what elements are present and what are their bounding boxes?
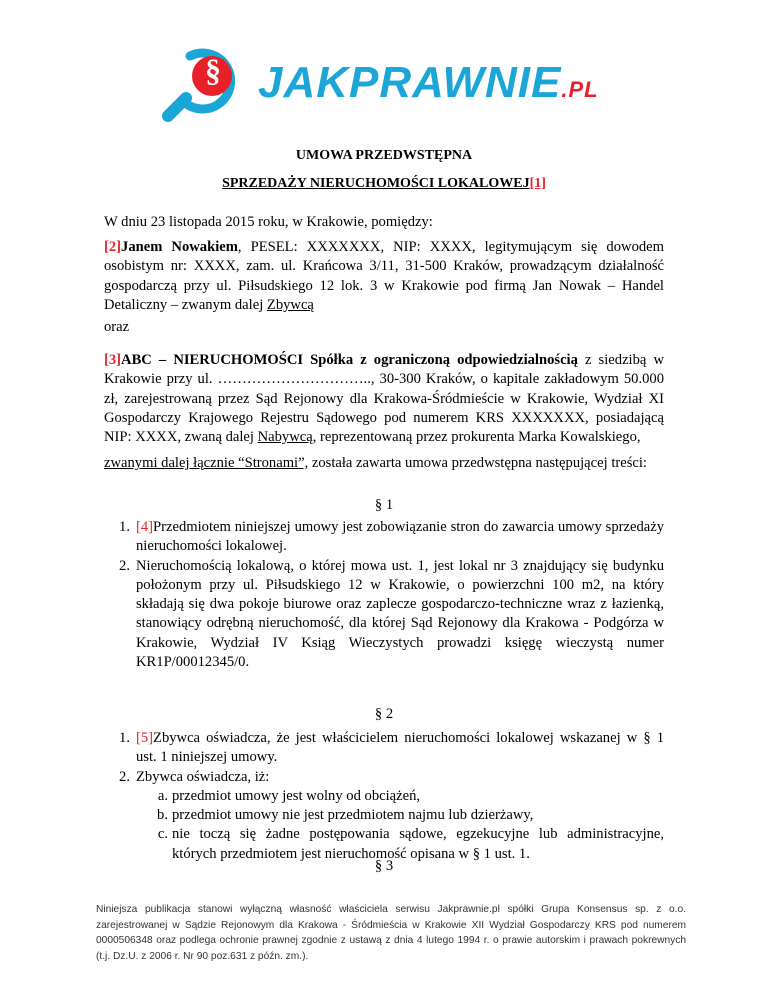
footnote-ref[interactable]: [1] — [529, 176, 546, 191]
party-2-paragraph: [3]ABC – NIERUCHOMOŚCI Spółka z ograniczoną odpowiedzialnością z siedzibą w Krakowie przy ul. ………………………….., 30-300 Kraków, o kapitale zakładowym 50.000 zł, zarejestrowaną przez Sąd Rejonowy dla Krakowa-Śródmieście w Krakowie, Wydział XI Gospodarczy Krajowego Rejestru Sądowego pod numerem KRS XXXXXXX, posiadającą NIP: XXXX, zwaną dalej Nabywcą, reprezentowaną przez prokurenta Marka Kowalskiego, — [104, 352, 665, 446]
copyright-footer: Niniejsza publikacja stanowi wyłączną własność właściciela serwisu Jakprawnie.pl spółki Grupa Konsensus sp. z o.o. zarejestrowanej w Sądzie Rejonowym dla Krakowa - Śródmieścia w Krakowie XII Wydział Gospodarczy KRS pod numerem 0000506348 oraz podlega ochronie prawnej zgodnie z ustawą z dnia 4 lutego 1994 r. o prawie autorskim i prawach pokrewnych (t.j. Dz.U. z 2006 r. Nr 90 poz.631 z późn. zm.). — [96, 904, 686, 962]
section-heading: § 3 — [374, 858, 394, 874]
section-heading: § 2 — [374, 706, 394, 722]
sub-list-item: a. przedmiot umowy jest wolny od obciążeń, — [157, 787, 421, 804]
parties-together-line: zwanymi dalej łącznie “Stronami”, została zawarta umowa przedwstępna następującej treści: — [104, 455, 647, 471]
oraz-line: oraz — [104, 319, 130, 335]
list-item: 1. [4]Przedmiotem niniejszej umowy jest zobowiązanie stron do zawarcia umowy sprzedaży nieruchomości lokalowej. — [119, 519, 664, 555]
list-item: 2. Zbywca oświadcza, iż: — [119, 768, 270, 785]
list-item: 2. Nieruchomością lokalową, o której mowa ust. 1, jest lokal nr 3 znajdujący się budynku położonym przy ul. Piłsudskiego 12 w Krakowie, o powierzchni 100 m2, na który składają się dwa pokoje biurowe oraz zaplecze gospodarczo-techniczne wraz z łazienką, stanowiący odrębną nieruchomość, dla której Sąd Rejonowy dla Krakowa - Podgórza w Krakowie, Wydział IV Ksiąg Wieczystych prowadzi księgę wieczystą numer KR1P/00012345/0. — [119, 557, 664, 671]
section-2-list — [104, 729, 664, 864]
sub-list-item: c. nie toczą się żadne postępowania sądowe, egzekucyjne lub administracyjne, których przedmiotem jest nieruchomość opisana w § 1 ust. 1. — [157, 826, 664, 862]
logo-text: JAKPRAWNIE.PL — [258, 58, 599, 107]
footnote-ref[interactable]: [5] — [136, 730, 154, 746]
section-1-list — [104, 518, 664, 672]
party-1-paragraph: [2]Janem Nowakiem, PESEL: XXXXXXX, NIP: XXXX, legitymującym się dowodem osobistym nr: XXXX, zam. ul. Krańcowa 3/11, 31-500 Kraków, prowadzącym działalność gospodarczą przy ul. Piłsudskiego 12 lok. 3 w Krakowie pod firmą Jan Nowak – Handel Detaliczny – zwanym dalej Zbywcą — [104, 239, 664, 313]
footnote-ref[interactable]: [4] — [136, 519, 154, 535]
document-subtitle: SPRZEDAŻY NIERUCHOMOŚCI LOKALOWEJ[1] — [222, 176, 546, 191]
jakprawnie-logo — [160, 38, 620, 126]
paragraph-symbol: § — [205, 52, 221, 88]
footnote-ref[interactable]: [3] — [104, 352, 122, 368]
sub-list-item: b. przedmiot umowy nie jest przedmiotem najmu lub dzierżawy, — [157, 807, 534, 824]
intro-line: W dniu 23 listopada 2015 roku, w Krakowie, pomiędzy: — [104, 214, 433, 230]
footnote-ref[interactable]: [2] — [104, 239, 122, 255]
document-title: UMOWA PRZEDWSTĘPNA — [295, 148, 473, 163]
list-item: 1. [5]Zbywca oświadcza, że jest właścicielem nieruchomości lokalowej wskazanej w § 1 ust. 1 niniejszej umowy. — [119, 730, 664, 766]
section-heading: § 1 — [374, 497, 394, 513]
